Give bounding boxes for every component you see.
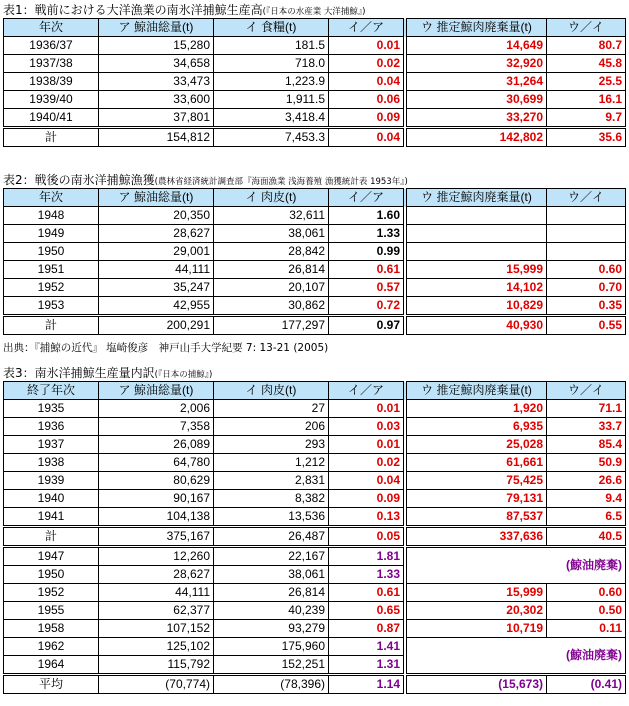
oil-cell: 64,780 <box>99 454 214 472</box>
table-row <box>4 279 626 297</box>
table-row <box>4 584 626 602</box>
column-header: ア 鯨油総量(t) <box>99 189 214 207</box>
year-cell: 1964 <box>4 656 99 675</box>
oil-cell: 37,801 <box>99 109 214 128</box>
discard-ratio-cell: 50.9 <box>547 454 626 472</box>
food-cell: 2,831 <box>214 472 329 490</box>
discard-ratio-cell: 9.4 <box>547 490 626 508</box>
oil-cell: 44,111 <box>99 261 214 279</box>
discard-cell: 1,920 <box>407 400 547 418</box>
food-cell: 8,382 <box>214 490 329 508</box>
discard-ratio-cell: 40.5 <box>547 527 626 547</box>
table3-body <box>4 382 626 694</box>
year-cell: 1951 <box>4 261 99 279</box>
discard-note: (鯨油廃棄) <box>407 638 626 675</box>
discard-ratio-cell: 0.55 <box>547 316 626 335</box>
discard-ratio-cell: 0.70 <box>547 279 626 297</box>
table-row <box>4 55 626 73</box>
oil-cell: 2,006 <box>99 400 214 418</box>
year-cell: 1940/41 <box>4 109 99 128</box>
year-cell: 平均 <box>4 675 99 694</box>
discard-ratio-cell <box>547 225 626 243</box>
table2-source: (農林省経済統計調査部『海面漁業 浅海養殖 漁獲統計表 1953年』) <box>154 177 408 187</box>
year-cell: 1938 <box>4 454 99 472</box>
table-row <box>4 109 626 128</box>
year-cell: 1949 <box>4 225 99 243</box>
oil-cell: 34,658 <box>99 55 214 73</box>
oil-cell: 7,358 <box>99 418 214 436</box>
year-cell: 計 <box>4 128 99 147</box>
table3-source: (『日本の捕鯨』) <box>154 370 213 380</box>
oil-cell: 90,167 <box>99 490 214 508</box>
year-cell: 計 <box>4 316 99 335</box>
discard-ratio-cell: 0.11 <box>547 620 626 638</box>
oil-cell: 104,138 <box>99 508 214 527</box>
source-note: 出典：『捕鯨の近代』 塩崎俊彦 神戸山手大学紀要 7: 13-21 (2005) <box>3 342 329 354</box>
table-row <box>4 297 626 316</box>
column-header: ア 鯨油総量(t) <box>99 19 214 37</box>
food-cell: 27 <box>214 400 329 418</box>
column-header: ウ 推定鯨肉廃棄量(t) <box>407 382 547 400</box>
discard-cell: 75,425 <box>407 472 547 490</box>
ratio-cell: 1.33 <box>329 566 404 584</box>
oil-cell: 44,111 <box>99 584 214 602</box>
food-cell: 26,487 <box>214 527 329 547</box>
oil-cell: 12,260 <box>99 547 214 566</box>
header-row <box>4 382 626 400</box>
discard-cell: 61,661 <box>407 454 547 472</box>
column-header: イ 肉皮(t) <box>214 382 329 400</box>
food-cell: 1,212 <box>214 454 329 472</box>
oil-cell: 42,955 <box>99 297 214 316</box>
year-cell: 1938/39 <box>4 73 99 91</box>
table2 <box>3 188 626 335</box>
oil-cell: 115,792 <box>99 656 214 675</box>
oil-cell: 29,001 <box>99 243 214 261</box>
ratio-cell: 0.02 <box>329 454 404 472</box>
ratio-cell: 0.02 <box>329 55 404 73</box>
year-cell: 1937 <box>4 436 99 454</box>
food-cell: 38,061 <box>214 566 329 584</box>
table-row <box>4 207 626 225</box>
oil-cell: 15,280 <box>99 37 214 55</box>
discard-cell: 14,649 <box>407 37 547 55</box>
year-cell: 計 <box>4 527 99 547</box>
discard-ratio-cell: 25.5 <box>547 73 626 91</box>
column-header: ア 鯨油総量(t) <box>99 382 214 400</box>
table3 <box>3 381 626 694</box>
ratio-cell: 0.01 <box>329 400 404 418</box>
food-cell: (78,396) <box>214 675 329 694</box>
ratio-cell: 0.01 <box>329 37 404 55</box>
discard-cell: 25,028 <box>407 436 547 454</box>
ratio-cell: 0.57 <box>329 279 404 297</box>
oil-cell: 62,377 <box>99 602 214 620</box>
discard-ratio-cell: 35.6 <box>547 128 626 147</box>
table-row <box>4 91 626 109</box>
table-row <box>4 547 626 566</box>
ratio-cell: 0.99 <box>329 243 404 261</box>
discard-cell: 20,302 <box>407 602 547 620</box>
year-cell: 1952 <box>4 279 99 297</box>
column-header: イ／ア <box>329 382 404 400</box>
ratio-cell: 0.09 <box>329 109 404 128</box>
ratio-cell: 1.33 <box>329 225 404 243</box>
average-row <box>4 675 626 694</box>
discard-ratio-cell <box>547 207 626 225</box>
oil-cell: 154,812 <box>99 128 214 147</box>
column-header: 終了年次 <box>4 382 99 400</box>
year-cell: 1962 <box>4 638 99 656</box>
ratio-cell: 0.06 <box>329 91 404 109</box>
ratio-cell: 0.13 <box>329 508 404 527</box>
oil-cell: 28,627 <box>99 566 214 584</box>
table-row <box>4 638 626 656</box>
discard-cell <box>407 225 547 243</box>
table1 <box>3 18 626 147</box>
table1-source: (『日本の水産業 大洋捕鯨』) <box>262 7 366 17</box>
discard-ratio-cell: 0.35 <box>547 297 626 316</box>
ratio-cell: 0.65 <box>329 602 404 620</box>
table-row <box>4 400 626 418</box>
header-row <box>4 189 626 207</box>
discard-cell: 32,920 <box>407 55 547 73</box>
table2-title: 表2：戦後の南氷洋捕鯨漁獲 <box>3 173 155 187</box>
table2-body <box>4 189 626 335</box>
table-row <box>4 454 626 472</box>
food-cell: 28,842 <box>214 243 329 261</box>
table-row <box>4 243 626 261</box>
discard-ratio-cell: 6.5 <box>547 508 626 527</box>
ratio-cell: 1.14 <box>329 675 404 694</box>
ratio-cell: 0.04 <box>329 472 404 490</box>
column-header: 年次 <box>4 19 99 37</box>
discard-cell: 15,999 <box>407 261 547 279</box>
discard-ratio-cell: 71.1 <box>547 400 626 418</box>
year-cell: 1936 <box>4 418 99 436</box>
ratio-cell: 0.09 <box>329 490 404 508</box>
oil-cell: 107,152 <box>99 620 214 638</box>
discard-cell: (15,673) <box>407 675 547 694</box>
ratio-cell: 1.31 <box>329 656 404 675</box>
table-row <box>4 37 626 55</box>
table1-title: 表1：戦前における大洋漁業の南氷洋捕鯨生産高 <box>3 3 263 17</box>
year-cell: 1935 <box>4 400 99 418</box>
oil-cell: 35,247 <box>99 279 214 297</box>
discard-cell <box>407 243 547 261</box>
column-gap <box>404 656 407 675</box>
column-header: ウ／イ <box>547 189 626 207</box>
column-header: ウ 推定鯨肉廃棄量(t) <box>407 189 547 207</box>
column-header: 年次 <box>4 189 99 207</box>
ratio-cell: 0.61 <box>329 261 404 279</box>
discard-cell: 87,537 <box>407 508 547 527</box>
table-row <box>4 620 626 638</box>
discard-ratio-cell: 9.7 <box>547 109 626 128</box>
discard-cell: 142,802 <box>407 128 547 147</box>
food-cell: 22,167 <box>214 547 329 566</box>
oil-cell: 20,350 <box>99 207 214 225</box>
food-cell: 206 <box>214 418 329 436</box>
discard-cell: 79,131 <box>407 490 547 508</box>
table-row <box>4 225 626 243</box>
food-cell: 38,061 <box>214 225 329 243</box>
ratio-cell: 0.61 <box>329 584 404 602</box>
table-row <box>4 418 626 436</box>
year-cell: 1948 <box>4 207 99 225</box>
table-row <box>4 490 626 508</box>
discard-ratio-cell: 0.60 <box>547 584 626 602</box>
food-cell: 175,960 <box>214 638 329 656</box>
table1-body <box>4 19 626 147</box>
ratio-cell: 0.03 <box>329 418 404 436</box>
discard-ratio-cell: 80.7 <box>547 37 626 55</box>
year-cell: 1953 <box>4 297 99 316</box>
year-cell: 1952 <box>4 584 99 602</box>
subtotal-row <box>4 527 626 547</box>
discard-ratio-cell: 85.4 <box>547 436 626 454</box>
year-cell: 1950 <box>4 243 99 261</box>
year-cell: 1958 <box>4 620 99 638</box>
discard-ratio-cell: (0.41) <box>547 675 626 694</box>
year-cell: 1939 <box>4 472 99 490</box>
discard-cell: 14,102 <box>407 279 547 297</box>
food-cell: 32,611 <box>214 207 329 225</box>
year-cell: 1937/38 <box>4 55 99 73</box>
column-header: イ 肉皮(t) <box>214 189 329 207</box>
discard-cell: 10,719 <box>407 620 547 638</box>
column-header: イ 食糧(t) <box>214 19 329 37</box>
oil-cell: 80,629 <box>99 472 214 490</box>
discard-ratio-cell: 0.50 <box>547 602 626 620</box>
oil-cell: 28,627 <box>99 225 214 243</box>
year-cell: 1955 <box>4 602 99 620</box>
food-cell: 13,536 <box>214 508 329 527</box>
ratio-cell: 0.87 <box>329 620 404 638</box>
ratio-cell: 0.01 <box>329 436 404 454</box>
total-row <box>4 128 626 147</box>
oil-cell: 33,600 <box>99 91 214 109</box>
ratio-cell: 0.72 <box>329 297 404 316</box>
year-cell: 1941 <box>4 508 99 527</box>
discard-cell: 40,930 <box>407 316 547 335</box>
table-row <box>4 73 626 91</box>
column-header: ウ／イ <box>547 382 626 400</box>
discard-ratio-cell: 33.7 <box>547 418 626 436</box>
year-cell: 1947 <box>4 547 99 566</box>
food-cell: 181.5 <box>214 37 329 55</box>
oil-cell: (70,774) <box>99 675 214 694</box>
ratio-cell: 1.41 <box>329 638 404 656</box>
year-cell: 1950 <box>4 566 99 584</box>
ratio-cell: 1.81 <box>329 547 404 566</box>
column-header: ウ 推定鯨肉廃棄量(t) <box>407 19 547 37</box>
oil-cell: 33,473 <box>99 73 214 91</box>
food-cell: 30,862 <box>214 297 329 316</box>
total-row <box>4 316 626 335</box>
column-header: イ／ア <box>329 189 404 207</box>
discard-cell <box>407 207 547 225</box>
ratio-cell: 0.04 <box>329 128 404 147</box>
oil-cell: 26,089 <box>99 436 214 454</box>
header-row <box>4 19 626 37</box>
food-cell: 718.0 <box>214 55 329 73</box>
table3-title: 表3：南氷洋捕鯨生産量内訳 <box>3 366 155 380</box>
discard-cell: 31,264 <box>407 73 547 91</box>
discard-cell: 337,636 <box>407 527 547 547</box>
food-cell: 40,239 <box>214 602 329 620</box>
discard-cell: 15,999 <box>407 584 547 602</box>
food-cell: 93,279 <box>214 620 329 638</box>
oil-cell: 375,167 <box>99 527 214 547</box>
food-cell: 1,911.5 <box>214 91 329 109</box>
discard-ratio-cell: 26.6 <box>547 472 626 490</box>
year-cell: 1940 <box>4 490 99 508</box>
food-cell: 26,814 <box>214 261 329 279</box>
food-cell: 177,297 <box>214 316 329 335</box>
year-cell: 1936/37 <box>4 37 99 55</box>
discard-ratio-cell: 45.8 <box>547 55 626 73</box>
table-row <box>4 508 626 527</box>
table-row <box>4 436 626 454</box>
food-cell: 152,251 <box>214 656 329 675</box>
food-cell: 1,223.9 <box>214 73 329 91</box>
discard-ratio-cell: 16.1 <box>547 91 626 109</box>
discard-ratio-cell <box>547 243 626 261</box>
food-cell: 7,453.3 <box>214 128 329 147</box>
column-gap <box>404 566 407 584</box>
food-cell: 26,814 <box>214 584 329 602</box>
discard-cell: 30,699 <box>407 91 547 109</box>
discard-cell: 6,935 <box>407 418 547 436</box>
discard-cell: 10,829 <box>407 297 547 316</box>
discard-ratio-cell: 0.60 <box>547 261 626 279</box>
ratio-cell: 0.05 <box>329 527 404 547</box>
discard-note: (鯨油廃棄) <box>407 547 626 584</box>
ratio-cell: 0.97 <box>329 316 404 335</box>
food-cell: 293 <box>214 436 329 454</box>
year-cell: 1939/40 <box>4 91 99 109</box>
food-cell: 20,107 <box>214 279 329 297</box>
column-header: ウ／イ <box>547 19 626 37</box>
table-row <box>4 602 626 620</box>
oil-cell: 125,102 <box>99 638 214 656</box>
table-row <box>4 261 626 279</box>
column-header: イ／ア <box>329 19 404 37</box>
ratio-cell: 0.04 <box>329 73 404 91</box>
food-cell: 3,418.4 <box>214 109 329 128</box>
table-row <box>4 472 626 490</box>
ratio-cell: 1.60 <box>329 207 404 225</box>
discard-cell: 33,270 <box>407 109 547 128</box>
oil-cell: 200,291 <box>99 316 214 335</box>
